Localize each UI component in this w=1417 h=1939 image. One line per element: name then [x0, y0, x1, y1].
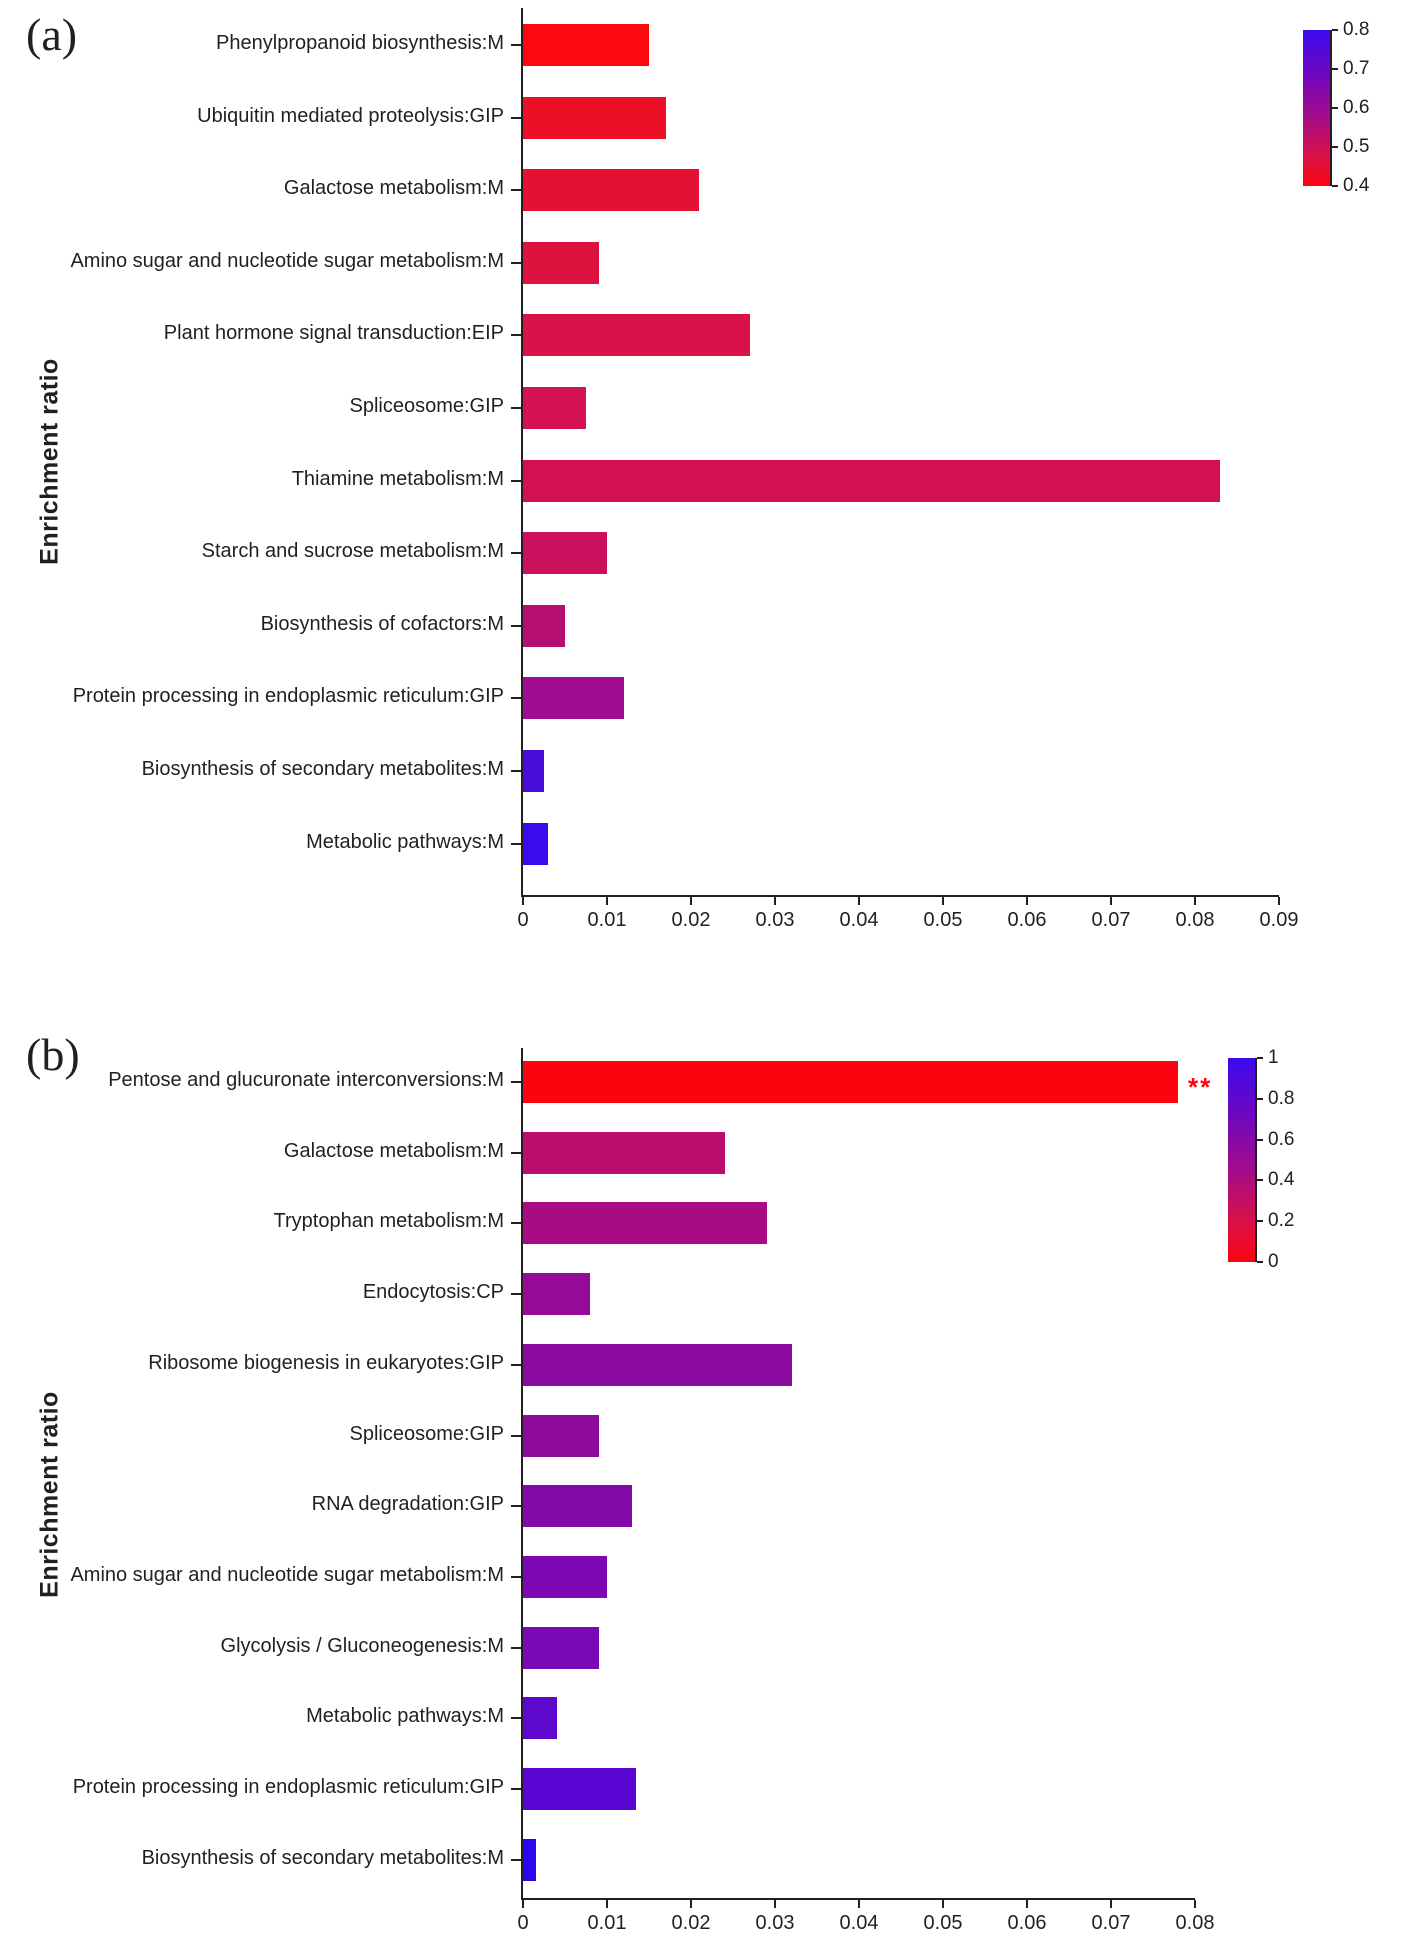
colorbar-tick-label: 1 [1268, 1047, 1279, 1068]
category-label: Thiamine metabolism:M [291, 468, 504, 490]
x-tick-mark [942, 1900, 944, 1908]
category-label: Biosynthesis of cofactors:M [260, 613, 504, 635]
colorbar-tick-mark [1257, 1179, 1263, 1181]
category-label: Glycolysis / Gluconeogenesis:M [220, 1635, 504, 1657]
y-tick-mark [511, 1222, 521, 1224]
bar [523, 169, 699, 211]
colorbar-tick-label: 0.5 [1343, 136, 1370, 157]
bar [523, 460, 1220, 502]
panel-a-letter: (a) [26, 9, 78, 60]
x-tick-label: 0.06 [1007, 909, 1047, 931]
y-tick-mark [511, 262, 521, 264]
y-tick-mark [511, 1647, 521, 1649]
colorbar-tick-mark [1332, 107, 1338, 109]
bar [523, 1273, 590, 1315]
colorbar-tick-label: 0.2 [1268, 1210, 1295, 1231]
colorbar-axis-line [1255, 1058, 1257, 1262]
y-tick-mark [511, 1293, 521, 1295]
bar [523, 314, 750, 356]
x-tick-mark [774, 897, 776, 905]
y-tick-mark [511, 1859, 521, 1861]
x-tick-label: 0.05 [923, 909, 963, 931]
x-tick-label: 0.09 [1259, 909, 1299, 931]
category-label: Metabolic pathways:M [306, 1705, 504, 1727]
bar [523, 97, 666, 139]
colorbar-tick-mark [1332, 146, 1338, 148]
colorbar-tick-label: 0.4 [1343, 175, 1370, 196]
colorbar-tick-mark [1257, 1057, 1263, 1059]
y-tick-mark [511, 843, 521, 845]
bar [523, 1344, 792, 1386]
x-tick-mark [942, 897, 944, 905]
bar [523, 1839, 536, 1881]
category-label: Biosynthesis of secondary metabolites:M [141, 758, 504, 780]
bar [523, 387, 586, 429]
category-label: Ubiquitin mediated proteolysis:GIP [197, 105, 504, 127]
category-label: Amino sugar and nucleotide sugar metabolism:M [70, 250, 504, 272]
category-label: Biosynthesis of secondary metabolites:M [141, 1847, 504, 1869]
bar [523, 1132, 725, 1174]
y-tick-mark [511, 770, 521, 772]
category-label: Protein processing in endoplasmic reticulum:GIP [72, 1776, 504, 1798]
x-tick-mark [606, 1900, 608, 1908]
y-tick-mark [511, 1435, 521, 1437]
x-tick-label: 0.08 [1175, 909, 1215, 931]
category-label: Spliceosome:GIP [349, 1423, 504, 1445]
y-tick-mark [511, 117, 521, 119]
bar [523, 750, 544, 792]
x-tick-label: 0.02 [671, 1912, 711, 1934]
x-tick-mark [522, 1900, 524, 1908]
bar [523, 24, 649, 66]
colorbar-tick-mark [1257, 1139, 1263, 1141]
category-label: Spliceosome:GIP [349, 395, 504, 417]
category-label: Protein processing in endoplasmic reticulum:GIP [72, 685, 504, 707]
y-tick-mark [511, 1576, 521, 1578]
x-tick-label: 0.07 [1091, 909, 1131, 931]
category-label: Ribosome biogenesis in eukaryotes:GIP [148, 1352, 504, 1374]
y-tick-mark [511, 1505, 521, 1507]
panel-b-letter: (b) [26, 1029, 80, 1080]
bar [523, 1697, 557, 1739]
x-tick-mark [1026, 897, 1028, 905]
category-label: Tryptophan metabolism:M [273, 1210, 504, 1232]
x-tick-mark [1278, 897, 1280, 905]
x-tick-mark [606, 897, 608, 905]
x-tick-mark [690, 897, 692, 905]
bar [523, 1061, 1178, 1103]
colorbar-tick-mark [1257, 1220, 1263, 1222]
x-tick-label: 0 [517, 1912, 529, 1934]
x-tick-label: 0.02 [671, 909, 711, 931]
x-tick-label: 0.04 [839, 1912, 879, 1934]
bar [523, 605, 565, 647]
bar [523, 1627, 599, 1669]
y-tick-mark [511, 697, 521, 699]
y-tick-mark [511, 1152, 521, 1154]
colorbar-tick-label: 0.6 [1268, 1129, 1295, 1150]
category-label: Amino sugar and nucleotide sugar metabolism:M [70, 1564, 504, 1586]
x-tick-mark [690, 1900, 692, 1908]
category-label: Phenylpropanoid biosynthesis:M [216, 32, 504, 54]
category-label: Endocytosis:CP [362, 1281, 504, 1303]
x-tick-mark [774, 1900, 776, 1908]
colorbar-tick-label: 0.6 [1343, 97, 1370, 118]
bar [523, 1202, 767, 1244]
bar [523, 242, 599, 284]
colorbar-tick-mark [1332, 185, 1338, 187]
x-tick-mark [522, 897, 524, 905]
bar [523, 1768, 636, 1810]
colorbar-tick-label: 0.8 [1343, 19, 1370, 40]
y-tick-mark [511, 552, 521, 554]
y-tick-mark [511, 334, 521, 336]
category-label: Galactose metabolism:M [283, 177, 504, 199]
colorbar-tick-label: 0.8 [1268, 1088, 1295, 1109]
y-tick-mark [511, 1081, 521, 1083]
category-label: Metabolic pathways:M [306, 831, 504, 853]
y-tick-mark [511, 407, 521, 409]
category-label: Pentose and glucuronate interconversions:M [108, 1069, 504, 1091]
x-tick-label: 0.06 [1007, 1912, 1047, 1934]
category-label: Galactose metabolism:M [283, 1140, 504, 1162]
x-tick-label: 0.05 [923, 1912, 963, 1934]
significance-marker: ** [1188, 1072, 1213, 1102]
colorbar-tick-mark [1257, 1261, 1263, 1263]
x-tick-label: 0.03 [755, 1912, 795, 1934]
bar [523, 1556, 607, 1598]
category-label: Starch and sucrose metabolism:M [201, 540, 504, 562]
colorbar-tick-mark [1257, 1098, 1263, 1100]
y-tick-mark [511, 1717, 521, 1719]
x-tick-mark [1110, 897, 1112, 905]
x-tick-mark [858, 1900, 860, 1908]
y-tick-mark [511, 189, 521, 191]
x-tick-label: 0.04 [839, 909, 879, 931]
bar [523, 532, 607, 574]
panel-b-ylabel: Enrichment ratio [35, 1391, 64, 1598]
y-tick-mark [511, 1788, 521, 1790]
colorbar-gradient [1303, 30, 1330, 186]
colorbar-tick-label: 0.4 [1268, 1169, 1295, 1190]
x-tick-mark [1026, 1900, 1028, 1908]
colorbar-tick-label: 0 [1268, 1251, 1279, 1272]
bar [523, 1415, 599, 1457]
x-tick-label: 0.08 [1175, 1912, 1215, 1934]
y-tick-mark [511, 480, 521, 482]
x-tick-label: 0.01 [587, 1912, 627, 1934]
x-tick-mark [858, 897, 860, 905]
x-tick-label: 0.03 [755, 909, 795, 931]
category-label: RNA degradation:GIP [311, 1493, 504, 1515]
bar [523, 823, 548, 865]
colorbar-gradient [1228, 1058, 1255, 1262]
colorbar-tick-label: 0.7 [1343, 58, 1370, 79]
colorbar-tick-mark [1332, 68, 1338, 70]
category-label: Plant hormone signal transduction:EIP [163, 322, 504, 344]
colorbar-tick-mark [1332, 29, 1338, 31]
panel-a-ylabel: Enrichment ratio [35, 358, 64, 565]
x-tick-mark [1110, 1900, 1112, 1908]
y-tick-mark [511, 625, 521, 627]
y-tick-mark [511, 1364, 521, 1366]
x-tick-mark [1194, 1900, 1196, 1908]
bar [523, 1485, 632, 1527]
x-tick-label: 0 [517, 909, 529, 931]
x-tick-mark [1194, 897, 1196, 905]
x-tick-label: 0.07 [1091, 1912, 1131, 1934]
x-axis-line [521, 895, 1279, 897]
x-tick-label: 0.01 [587, 909, 627, 931]
bar [523, 677, 624, 719]
y-tick-mark [511, 44, 521, 46]
